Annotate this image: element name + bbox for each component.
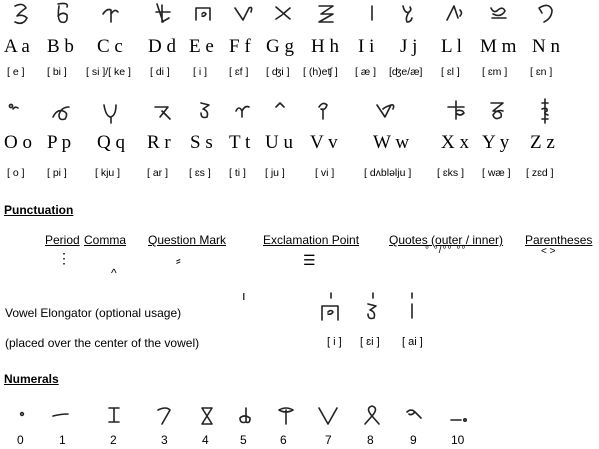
letter-l: L l	[441, 36, 462, 57]
letter-z: Z z	[530, 132, 555, 153]
ipa-l: [ ɛl ]	[441, 66, 460, 78]
numeral-9-label: 9	[410, 433, 417, 447]
punct-comma-label: Comma	[84, 233, 127, 247]
vowel-elongator-line2: (placed over the center of the vowel)	[5, 336, 200, 350]
letter-q: Q q	[97, 132, 125, 153]
punct-exclamation-symbol: ☰	[303, 252, 316, 268]
numeral-0-label: 0	[17, 433, 24, 447]
numeral-3-label: 3	[161, 433, 168, 447]
script-g-icon	[269, 0, 299, 32]
numeral-3-icon	[150, 400, 180, 432]
numeral-6-label: 6	[280, 433, 287, 447]
ipa-z: [ zɛd ]	[526, 167, 554, 179]
script-t-icon	[229, 97, 259, 129]
script-a-icon	[7, 0, 37, 32]
letter-s: S s	[190, 132, 213, 153]
punct-period-label: Period	[45, 233, 80, 247]
ipa-c: [ si ]/[ ke ]	[86, 66, 131, 78]
ipa-a: [ e ]	[7, 66, 25, 78]
ipa-s: [ ɛs ]	[189, 167, 211, 179]
letter-t: T t	[229, 132, 251, 153]
letter-i: I i	[358, 36, 375, 57]
numeral-4-label: 4	[202, 433, 209, 447]
ipa-h: [ (h)eʧ ]	[303, 66, 338, 78]
ipa-r: [ ar ]	[147, 167, 169, 179]
script-z-icon	[530, 97, 560, 129]
punct-comma-symbol: ^	[111, 266, 117, 280]
script-j-icon	[393, 0, 423, 32]
script-s-icon	[191, 97, 221, 129]
script-f-icon	[229, 0, 259, 32]
vowel-elongator-mark: ı	[242, 288, 246, 303]
script-p-icon	[47, 97, 77, 129]
vowel-example-ai-ipa: [ ai ]	[402, 336, 423, 348]
ipa-e: [ i ]	[193, 66, 208, 78]
ipa-p: [ pi ]	[47, 167, 67, 179]
punct-quotes-label: Quotes (outer / inner)	[389, 233, 504, 247]
ipa-q: [ kju ]	[95, 167, 121, 179]
script-d-icon	[148, 0, 178, 32]
script-x-icon	[442, 97, 472, 129]
ipa-x: [ ɛks ]	[437, 167, 464, 179]
letter-r: R r	[147, 132, 171, 153]
punct-quotes-symbol: ° °/°° °°	[425, 245, 467, 256]
punct-parentheses-label: Parentheses	[525, 233, 593, 247]
letter-p: P p	[47, 132, 72, 153]
letter-e: E e	[189, 36, 214, 57]
letter-y: Y y	[482, 132, 510, 153]
numeral-8-icon	[357, 400, 387, 432]
ipa-j: [ʤe/æ]	[389, 66, 423, 78]
numeral-2-label: 2	[110, 433, 117, 447]
vowel-example-i-icon	[316, 292, 346, 324]
script-n-icon	[530, 0, 560, 32]
numeral-5-icon	[230, 400, 260, 432]
ipa-w: [ dʌbləlju ]	[364, 167, 412, 179]
letter-m: M m	[480, 36, 517, 57]
numeral-1-label: 1	[59, 433, 66, 447]
script-h-icon	[311, 0, 341, 32]
letter-v: V v	[310, 132, 338, 153]
vowel-example-ei-icon	[358, 292, 388, 324]
letter-h: H h	[311, 36, 339, 57]
punctuation-heading: Punctuation	[4, 203, 74, 217]
script-i-icon	[357, 0, 387, 32]
punct-question-symbol: ⸗	[176, 252, 181, 268]
script-u-icon	[266, 97, 296, 129]
letter-w: W w	[373, 132, 410, 153]
numeral-5-label: 5	[240, 433, 247, 447]
ipa-g: [ ʤi ]	[266, 66, 290, 78]
letter-o: O o	[4, 132, 32, 153]
letter-b: B b	[47, 36, 74, 57]
letter-a: A a	[4, 36, 30, 57]
ipa-n: [ ɛn ]	[530, 66, 553, 78]
vowel-elongator-line1: Vowel Elongator (optional usage)	[5, 306, 182, 320]
script-q-icon	[96, 97, 126, 129]
numeral-7-icon	[313, 400, 343, 432]
ipa-y: [ wæ ]	[482, 167, 511, 179]
letter-u: U u	[265, 132, 293, 153]
script-o-icon	[3, 97, 33, 129]
numeral-10-label: 10	[451, 433, 465, 447]
letter-j: J j	[400, 36, 418, 57]
ipa-b: [ bi ]	[47, 66, 67, 78]
numeral-4-icon	[192, 400, 222, 432]
ipa-f: [ ɛf ]	[229, 66, 249, 78]
script-y-icon	[483, 97, 513, 129]
ipa-v: [ vi ]	[315, 167, 335, 179]
script-r-icon	[148, 97, 178, 129]
numeral-8-label: 8	[367, 433, 374, 447]
script-b-icon	[49, 0, 79, 32]
script-v-icon	[309, 97, 339, 129]
letter-n: N n	[532, 36, 560, 57]
letter-f: F f	[229, 36, 251, 57]
vowel-example-i-ipa: [ i ]	[327, 336, 342, 348]
numeral-0-icon	[7, 400, 37, 432]
numeral-9-icon	[399, 400, 429, 432]
script-m-icon	[484, 0, 514, 32]
script-l-icon	[441, 0, 471, 32]
ipa-d: [ di ]	[150, 66, 170, 78]
punct-period-symbol: ⋮	[57, 250, 71, 266]
script-c-icon	[97, 0, 127, 32]
letter-x: X x	[441, 132, 469, 153]
punct-question-label: Question Mark	[148, 233, 227, 247]
numeral-2-icon	[99, 400, 129, 432]
numeral-1-icon	[46, 400, 76, 432]
ipa-i: [ æ ]	[355, 66, 377, 78]
letter-c: C c	[97, 36, 123, 57]
numerals-heading: Numerals	[4, 372, 59, 386]
punct-exclamation-label: Exclamation Point	[263, 233, 360, 247]
ipa-o: [ o ]	[7, 167, 25, 179]
ipa-m: [ ɛm ]	[482, 66, 508, 78]
letter-d: D d	[148, 36, 176, 57]
numeral-6-icon	[271, 400, 301, 432]
letter-g: G g	[266, 36, 294, 57]
script-e-icon	[189, 0, 219, 32]
script-w-icon	[371, 97, 401, 129]
numeral-10-icon	[443, 400, 473, 432]
numeral-7-label: 7	[325, 433, 332, 447]
ipa-t: [ ti ]	[229, 167, 246, 179]
punct-parentheses-symbol: < >	[541, 246, 556, 257]
vowel-example-ei-ipa: [ ɛi ]	[360, 336, 380, 348]
ipa-u: [ ju ]	[265, 167, 285, 179]
vowel-example-ai-icon	[397, 292, 427, 324]
